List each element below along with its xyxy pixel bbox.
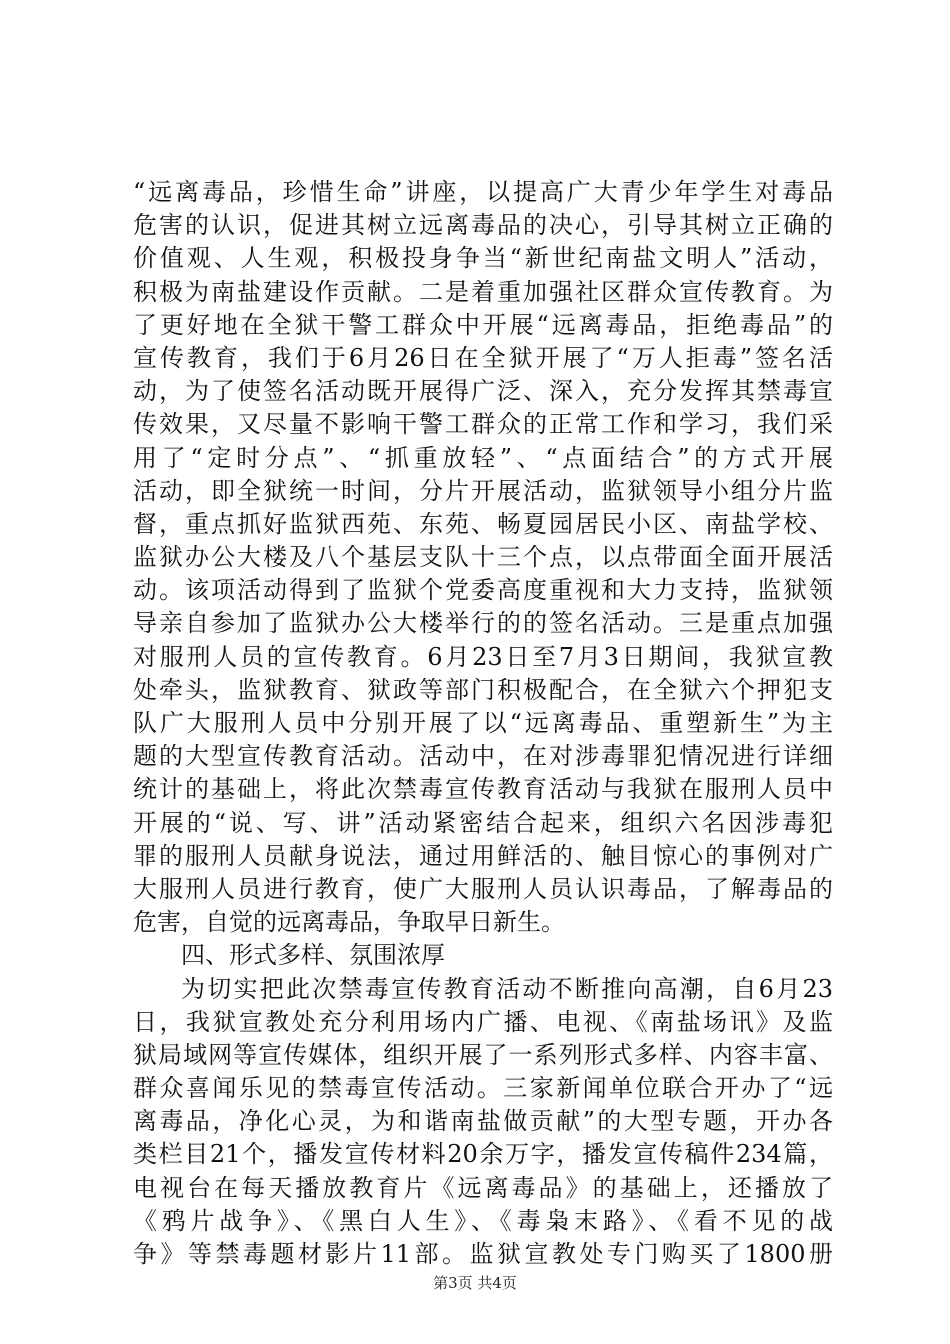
text-line: 《鸦片战争》、《黑白人生》、《毒枭末路》、《看不见的战 bbox=[133, 1206, 833, 1235]
text-line: 活动，即全狱统一时间，分片开展活动，监狱领导小组分片监 bbox=[133, 476, 833, 505]
text-line: 导亲自参加了监狱办公大楼举行的的签名活动。三是重点加强 bbox=[133, 609, 833, 638]
text-line: 为切实把此次禁毒宣传教育活动不断推向高潮，自6月23 bbox=[181, 974, 833, 1003]
text-line: 日，我狱宣教处充分利用场内广播、电视、《南盐场讯》及监 bbox=[133, 1007, 833, 1036]
text-line: 传效果，又尽量不影响干警工群众的正常工作和学习，我们采 bbox=[133, 410, 833, 439]
text-line: 对服刑人员的宣传教育。6月23日至7月3日期间，我狱宣教 bbox=[133, 642, 833, 671]
text-line: 处牵头，监狱教育、狱政等部门积极配合，在全狱六个押犯支 bbox=[133, 675, 833, 704]
text-line: 动，为了使签名活动既开展得广泛、深入，充分发挥其禁毒宣 bbox=[133, 377, 833, 406]
text-line: 宣传教育，我们于6月26日在全狱开展了“万人拒毒”签名活 bbox=[133, 343, 833, 372]
paragraph-2 bbox=[133, 973, 833, 1272]
text-line: 了更好地在全狱干警工群众中开展“远离毒品，拒绝毒品”的 bbox=[133, 310, 833, 339]
text-line: 开展的“说、写、讲”活动紧密结合起来，组织六名因涉毒犯 bbox=[133, 808, 833, 837]
text-line: 动。该项活动得到了监狱个党委高度重视和大力支持，监狱领 bbox=[133, 576, 833, 605]
text-line: 争》等禁毒题材影片11部。监狱宣教处专门购买了1800册 bbox=[133, 1240, 833, 1268]
text-line: 危害的认识，促进其树立远离毒品的决心，引导其树立正确的 bbox=[133, 211, 833, 240]
text-line: 题的大型宣传教育活动。活动中，在对涉毒罪犯情况进行详细 bbox=[133, 742, 833, 771]
text-line: 离毒品，净化心灵，为和谐南盐做贡献”的大型专题，开办各 bbox=[133, 1107, 833, 1136]
text-line: 统计的基础上，将此次禁毒宣传教育活动与我狱在服刑人员中 bbox=[133, 775, 833, 804]
text-line: 督，重点抓好监狱西苑、东苑、畅夏园居民小区、南盐学校、 bbox=[133, 509, 833, 538]
text-line: 队广大服刑人员中分别开展了以“远离毒品、重塑新生”为主 bbox=[133, 709, 833, 737]
text-line: 监狱办公大楼及八个基层支队十三个点，以点带面全面开展活 bbox=[133, 543, 833, 572]
text-line: 罪的服刑人员献身说法，通过用鲜活的、触目惊心的事例对广 bbox=[133, 841, 833, 870]
text-line: 积极为南盐建设作贡献。二是着重加强社区群众宣传教育。为 bbox=[133, 277, 833, 306]
text-line: 危害，自觉的远离毒品，争取早日新生。 bbox=[133, 908, 565, 937]
text-line: “远离毒品，珍惜生命”讲座，以提高广大青少年学生对毒品 bbox=[133, 178, 833, 206]
text-line: 类栏目21个，播发宣传材料20余万字，播发宣传稿件234篇， bbox=[133, 1140, 833, 1169]
paragraph-1 bbox=[133, 176, 833, 939]
text-line: 电视台在每天播放教育片《远离毒品》的基础上，还播放了 bbox=[133, 1173, 833, 1202]
document-body bbox=[133, 176, 833, 1271]
page-number: 第3页 共4页 bbox=[433, 1274, 517, 1292]
text-line: 群众喜闻乐见的禁毒宣传活动。三家新闻单位联合开办了“远 bbox=[133, 1074, 833, 1103]
text-line: 价值观、人生观，积极投身争当“新世纪南盐文明人”活动， bbox=[133, 244, 833, 273]
section-heading: 四、形式多样、氛围浓厚 bbox=[181, 941, 445, 970]
text-line: 大服刑人员进行教育，使广大服刑人员认识毒品，了解毒品的 bbox=[133, 874, 833, 903]
text-line: 狱局域网等宣传媒体，组织开展了一系列形式多样、内容丰富、 bbox=[133, 1040, 833, 1069]
text-line: 用了“定时分点”、“抓重放轻”、“点面结合”的方式开展 bbox=[133, 443, 833, 472]
